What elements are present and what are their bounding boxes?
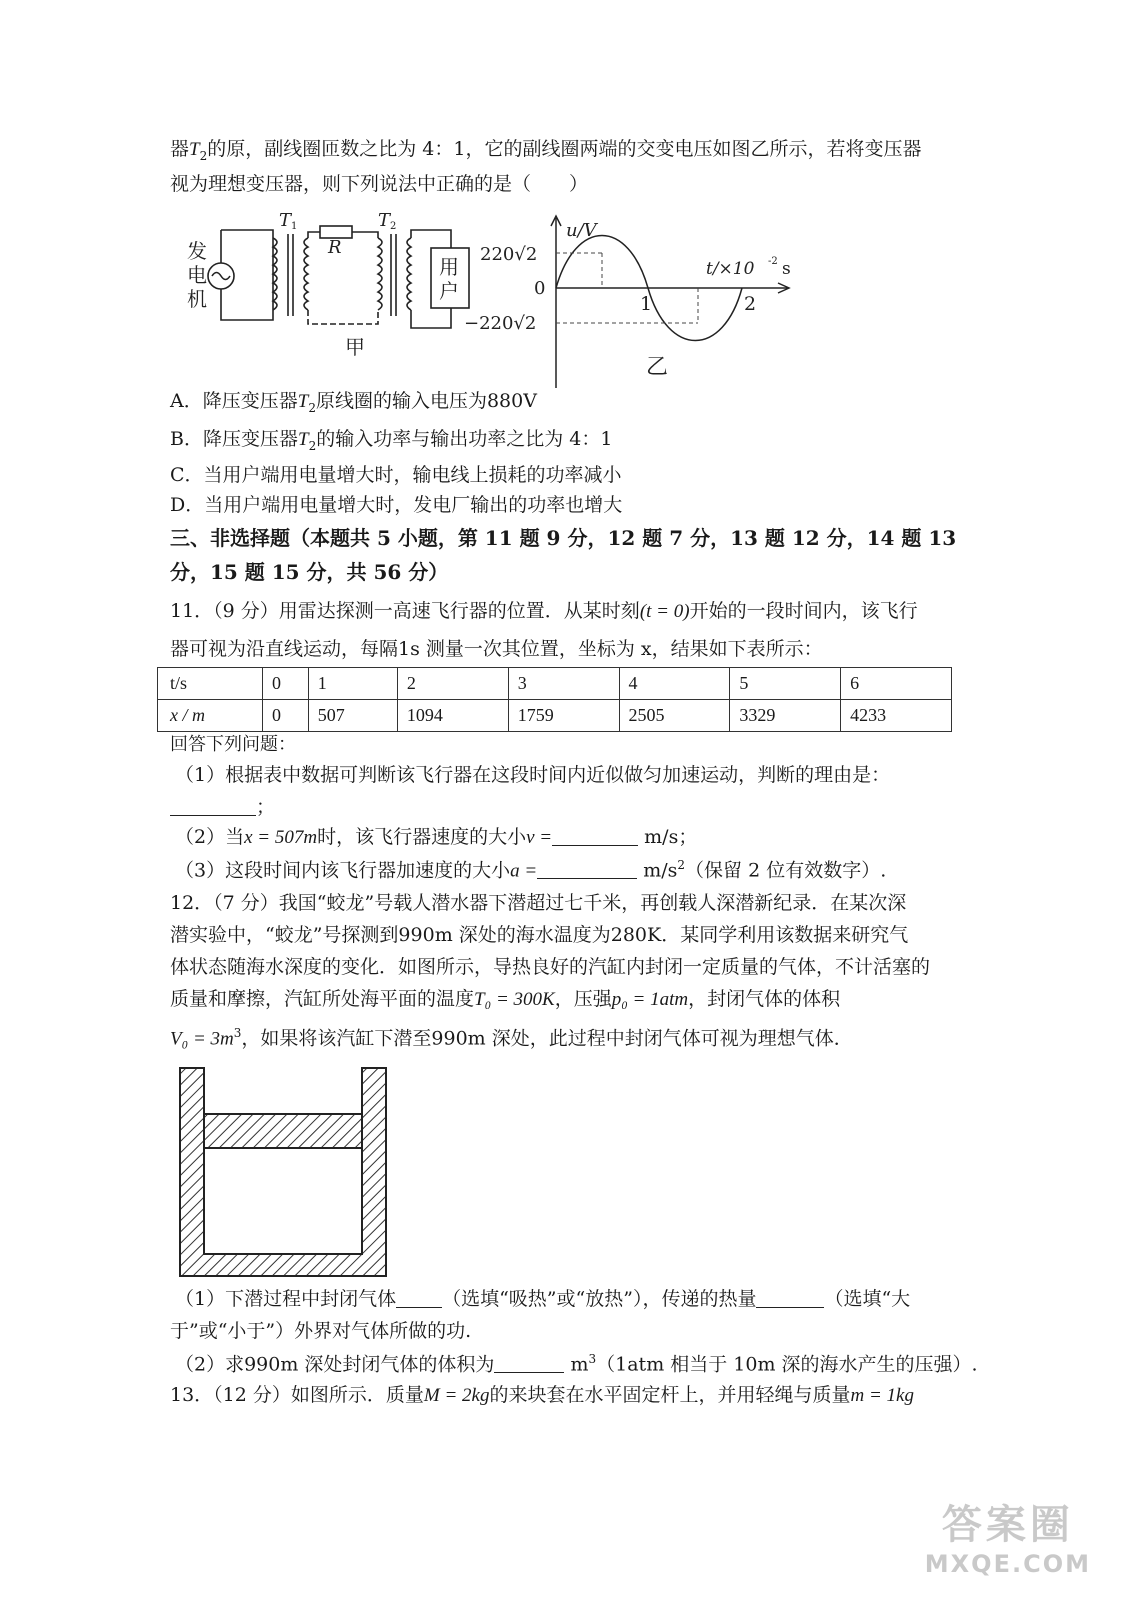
q11-stem-line2: 器可视为沿直线运动，每隔1s 测量一次其位置，坐标为 x，结果如下表所示： [170,638,823,660]
option-d: D．当用户端用电量增大时，发电厂输出的功率也增大 [170,494,623,516]
cylinder-diagram [178,1064,390,1280]
y-axis-label: u/V [566,220,597,241]
q11-part2: （2）当x = 507m时，该飞行器速度的大小v = m/s； [175,826,698,848]
position-table [157,667,952,732]
table-cell: 0 [263,668,309,700]
resistor-label: R [328,237,342,258]
x-tick-2: 2 [744,293,757,315]
answer-blank[interactable] [552,826,638,846]
q12-part1-line1: （1）下潜过程中封闭气体 （选填“吸热”或“放热”），传递的热量 （选填“大 [175,1288,911,1310]
generator-char-2: 电 [187,263,207,287]
table-cell: 0 [263,700,309,732]
generator-char-3: 机 [187,287,207,311]
q11-part3: （3）这段时间内该飞行器加速度的大小$a = m/s^2$（保留 2 位有效数字）. [175,858,887,882]
q12-part2: （2）求990m 深处封闭气体的体积为 $m^3(1atm$ 相当于 10m 深的海水产生的压强）. [175,1352,978,1376]
table-cell: 4233 [841,700,952,732]
x-tick-1: 1 [640,293,653,315]
q11-answer-prompt: 回答下列问题： [170,734,296,755]
q10-stem-line2: 视为理想变压器，则下列说法中正确的是（ ） [170,173,589,195]
q12-stem-line5: $V_0 = 3m^3$，如果将该汽缸下潜至990m 深处，此过程中封闭气体可视为理想气体． [170,1026,853,1050]
q12-stem-line4: 质量和摩擦，汽缸所处海平面的温度T₀ = 300K，压强p₀ = 1atm，封闭气体的体积 [170,988,841,1010]
q12-part1-line2: 于”或“小于”）外界对气体所做的功. [170,1320,472,1342]
x-axis-label: t/×10 [706,259,755,279]
q10-stem-line1: 器$T_2$的原，副线圈匝数之比为 4：1，它的副线圈两端的交变电压如图乙所示，若将变压器 [170,138,922,163]
generator-char-1: 发 [187,239,207,263]
table-cell: 4 [619,668,730,700]
table-cell: 1094 [397,700,508,732]
circuit-diagram [175,208,475,388]
zero-label: 0 [534,278,546,299]
answer-blank[interactable] [494,1353,564,1373]
t1-label: T [279,210,292,231]
t1-subscript: 1 [291,221,298,232]
answer-blank[interactable] [170,796,256,816]
section-3-heading-line1: 三、非选择题（本题共 5 小题，第 11 题 9 分，12 题 7 分，13 题 12 分，14 题 13 [170,526,957,550]
y-max-label: 220√2 [480,244,538,265]
y-min-label: −220√2 [464,313,537,334]
answer-blank[interactable] [537,859,637,879]
table-cell: 6 [841,668,952,700]
q12-stem-line2: 潜实验中，“蛟龙”号探测到990m 深处的海水温度为280K．某同学利用该数据来研究气 [170,924,909,946]
q11-part1-blank: ； [170,796,275,819]
option-b: B．降压变压器$T_2$的输入功率与输出功率之比为 4：1 [170,428,613,453]
q12-stem-line3: 体状态随海水深度的变化．如图所示，导热良好的汽缸内封闭一定质量的气体，不计活塞的 [170,956,931,978]
figure-jia-caption: 甲 [345,335,365,359]
user-char-2: 户 [439,279,459,303]
table-row-time [158,668,952,700]
section-3-heading-line2: 分，15 题 15 分，共 56 分） [170,560,449,584]
q11-part1: （1）根据表中数据可判断该飞行器在这段时间内近似做匀加速运动，判断的理由是： [175,764,891,786]
figure-yi-caption: 乙 [646,355,669,380]
table-cell: 3 [508,668,619,700]
table-cell: 507 [308,700,397,732]
watermark: 答案圈 MXQE.COM [924,1502,1091,1578]
table-row-position [158,700,952,732]
option-c: C．当用户端用电量增大时，输电线上损耗的功率减小 [170,464,622,486]
table-head-position: x / m [158,700,263,732]
answer-blank[interactable] [396,1288,442,1308]
table-cell: 1759 [508,700,619,732]
t2-subscript: 2 [390,221,397,232]
table-cell: 3329 [730,700,841,732]
table-cell: 2 [397,668,508,700]
x-axis-unit: s [782,259,791,279]
q12-stem-line1: 12．（7 分）我国“蛟龙”号载人潜水器下潜超过七千米，再创载人深潜新纪录．在某次深 [170,892,907,914]
table-cell: 2505 [619,700,730,732]
q11-stem-line1: 11．（9 分）用雷达探测一高速飞行器的位置．从某时刻(t = 0)开始的一段时间内，该飞行 [170,600,918,622]
option-a: A．降压变压器$T_2$原线圈的输入电压为880V [170,390,537,415]
q13-stem-line1: 13．（12 分）如图所示．质量M = 2kg的来块套在水平固定杆上，并用轻绳与质量m = 1kg [170,1384,914,1406]
answer-blank[interactable] [756,1288,824,1308]
table-cell: 1 [308,668,397,700]
user-char-1: 用 [439,255,459,279]
x-axis-exponent: -2 [768,256,778,267]
voltage-graph [464,208,808,388]
table-cell: 5 [730,668,841,700]
t2-label: T [378,210,391,231]
table-head-time: t/s [158,668,263,700]
